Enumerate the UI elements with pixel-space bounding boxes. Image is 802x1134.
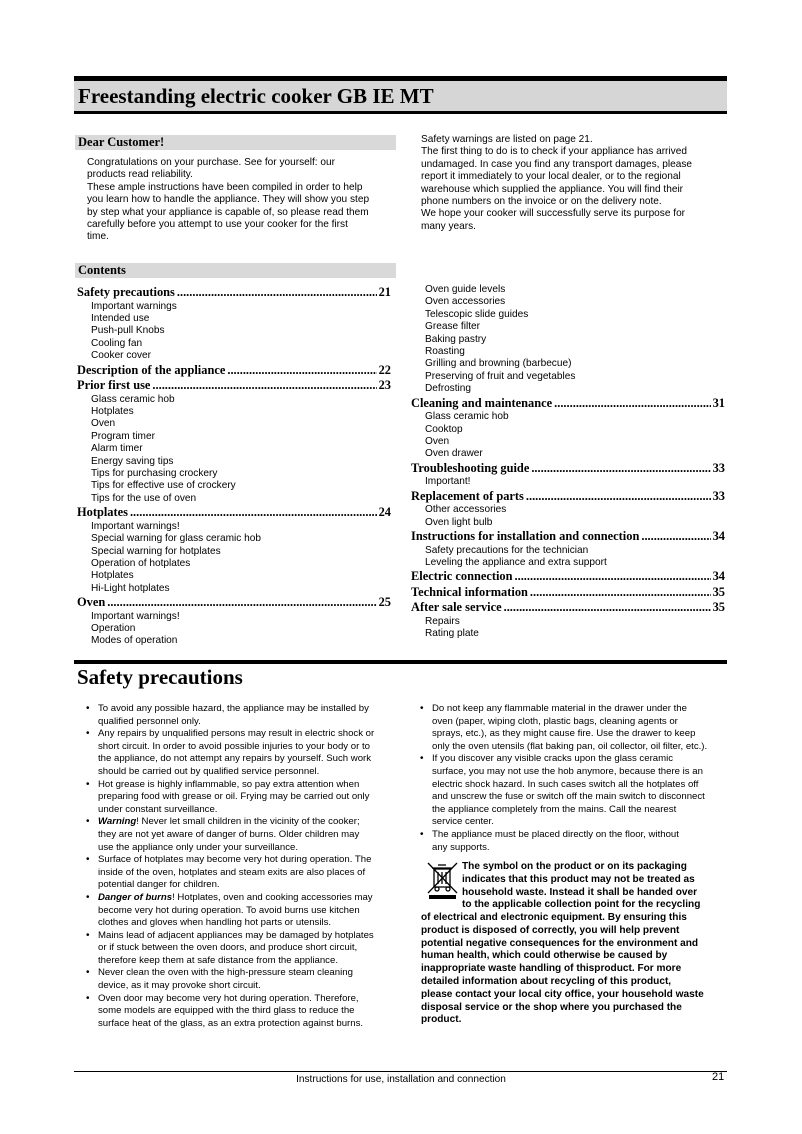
weee-line: human health, which could otherwise be caused by [421,950,668,962]
weee-line: household waste. Instead it shall be handed over [462,886,698,898]
bullet-line: electric shock hazard. In such cases switch all the hotplates off [432,778,699,790]
text-line: report it immediately to your local dealer, or to the regional [421,171,681,183]
bullet-line: surface, you may not use the hob anymore, because there is an [432,765,703,777]
toc-leader [515,569,711,585]
bullet-item [75,816,405,854]
text-line: These ample instructions have been compiled in order to help [87,181,363,193]
toc-subentry: Cooktop [425,423,463,435]
bullet-line: they are not yet aware of danger of burns. Older children may [98,828,360,840]
bullet-line: • Surface of hotplates may become very hot during operation. The [98,854,372,866]
bullet-lead-suffix: ! Never let small children in the vicinity of the cooker; [136,816,360,828]
bullet-line: • Oven door may become very hot during operation. Therefore, [98,992,359,1004]
bullet-line: become very hot during operation. To avoid burns use kitchen [98,904,360,916]
text-line: warehouse which supplied the appliance. You will find their [421,183,684,195]
bullet-line: • To avoid any possible hazard, the appliance may be installed by [98,703,369,714]
toc-subentry: Oven [91,418,116,430]
weee-notice [421,912,727,1027]
toc-subentry: Important warnings! [91,610,180,622]
toc-subentry: Telescopic slide guides [425,308,529,320]
toc-subentry: Oven drawer [425,448,483,460]
bullet-item [75,892,405,930]
toc-subentry: Hotplates [91,405,134,417]
toc-entry-label: Troubleshooting guide [411,460,530,475]
weee-line: indicates that this product may not be treated as [462,873,695,885]
bullet-line: should be carried out by qualified service personnel. [98,765,320,777]
toc-leader [531,461,710,477]
toc-entry [77,595,391,611]
bullet-line: • If you discover any visible cracks upon the glass ceramic [432,753,674,765]
toc-subentry: Leveling the appliance and extra support [425,556,607,568]
toc-subentry: Tips for purchasing crockery [91,467,218,479]
toc-entry [77,363,391,379]
toc-entry [411,529,725,545]
toc-entry-page: 25 [378,595,391,610]
toc-subentry: Preserving of fruit and vegetables [425,370,576,382]
toc-subentry: Modes of operation [91,635,178,647]
toc-entry [77,285,391,301]
toc-subentry: Oven guide levels [425,284,506,295]
toc-entry-label: Hotplates [77,505,128,520]
toc-subentry: Cooker cover [91,350,152,362]
toc-leader [227,363,376,379]
bullet-line: oven (paper, wiping cloth, plastic bags, cleaning agents or [432,715,678,727]
toc-subentry: Special warning for glass ceramic hob [91,533,261,545]
bullet-line: any supports. [432,841,490,853]
toc-entry-page: 34 [712,569,725,584]
toc-entry [411,600,725,616]
weee-line: product. [421,1014,462,1026]
toc-entry-page: 22 [378,362,391,377]
title-bar [74,81,727,114]
toc-subentry: Baking pastry [425,333,487,345]
page-number: 21 [712,1071,725,1083]
bullet-line: the appliance completely from the mains. Call the nearest [432,803,677,815]
weee-line: to the applicable collection point for the recycling [462,899,701,911]
bullet-line: clothes and gloves when handling hot parts or utensils. [98,917,332,929]
toc-subentry: Push-pull Knobs [91,325,165,337]
toc-entry [77,378,391,394]
toc-subentry: Tips for effective use of crockery [91,480,236,492]
bullet-item [75,854,405,892]
contents-left-column [77,285,391,648]
toc-leader [641,529,710,545]
toc-entry-page: 35 [712,600,725,615]
text-line: The first thing to do is to check if your appliance has arrived [421,146,687,158]
toc-entry [411,396,725,412]
footer-rule [74,1071,727,1072]
toc-entry-label: Technical information [411,584,528,599]
bullet-line: • Any repairs by unqualified persons may result in electric shock or [98,728,375,740]
toc-entry [411,489,725,505]
contents-right-column [411,284,725,641]
bullet-item [75,967,405,992]
weee-line: inappropriate waste handling of thisproduct. For more [421,963,682,975]
bullet-line: some models are equipped with the third glass to reduce the [98,1005,355,1017]
toc-subentry: Energy saving tips [91,455,174,467]
bullet-line: • Never clean the oven with the high-pressure steam cleaning [98,967,353,979]
bullet-first-line [98,892,405,905]
toc-entry-label: Replacement of parts [411,488,524,503]
bullet-line: • Mains lead of adjacent appliances may be damaged by hotplates [98,929,374,941]
toc-subentry: Cooling fan [91,337,143,349]
weee-line: potential negative consequences for the environment and [421,937,699,949]
bullet-item [75,993,405,1031]
toc-entry-page: 33 [712,460,725,475]
bullet-line: surface heat of the glass, as an extra protection against burns. [98,1017,364,1029]
weee-line: detailed information about recycling of this product, [421,975,672,987]
text-line: carefully before you attempt to use your cooker for the first [87,219,348,231]
toc-subentry: Operation [91,623,136,635]
toc-entry-page: 35 [712,584,725,599]
toc-subentry: Operation of hotplates [91,557,191,569]
toc-entry-page: 23 [378,378,391,393]
toc-subentry: Special warning for hotplates [91,545,221,557]
bullet-line: preparing food with grease or oil. Frying may be carried out only [98,791,370,803]
toc-subentry: Other accessories [425,504,507,516]
toc-entry-page: 24 [378,505,391,520]
text-line: undamaged. In case you find any transport damages, please [421,158,693,170]
bullet-item [409,703,739,753]
text-line: phone numbers on the invoice or on the delivery note. [421,196,662,208]
text-line: many years. [421,220,476,232]
toc-entry-label: Instructions for installation and connection [411,529,640,543]
safety-left-column [75,703,405,1030]
bullet-lead: Danger of burns [98,891,173,903]
text-line: time. [87,231,109,243]
toc-subentry: Grilling and browning (barbecue) [425,358,572,370]
bullet-line: • The appliance must be placed directly on the floor, without [432,828,679,840]
bullet-lead-suffix: ! Hotplates, oven and cooking accessories may [172,891,373,903]
toc-entry-label: Oven [77,595,106,610]
weee-line: product is disposed of correctly, you will help prevent [421,924,680,936]
toc-leader [152,378,376,394]
page-title: Freestanding electric cooker GB IE MT [78,84,434,108]
bullet-item [75,728,405,778]
toc-leader [526,489,711,505]
toc-entry-label: Cleaning and maintenance [411,395,553,410]
toc-entry [77,505,391,521]
weee-line: of electrical and electronic equipment. By ensuring this [421,912,687,923]
safety-right-column [409,703,739,854]
bullet-line: and unscrew the fuse or switch off the main switch to disconnect [432,791,705,803]
toc-subentry: Oven light bulb [425,516,493,528]
toc-subentry: Glass ceramic hob [91,393,175,405]
toc-entry-label: Description of the appliance [77,362,226,377]
text-line: you learn how to handle the appliance. They will show you step [87,194,370,206]
bullet-line: • Hot grease is highly inflammable, so pay extra attention when [98,778,360,790]
toc-leader [530,585,711,601]
toc-subentry: Intended use [91,312,150,324]
toc-entry-page: 34 [712,529,725,543]
bullet-line: the appliance, do not attempt any repairs by yourself. Such work [98,753,372,765]
toc-leader [130,505,377,521]
toc-leader [504,600,711,616]
bullet-item [75,930,405,968]
toc-entry-label: Prior first use [77,378,151,393]
text-line: Safety warnings are listed on page 21. [421,134,593,145]
text-line: by step what your appliance is capable of, so please read them [87,206,369,218]
toc-entry-label: Electric connection [411,569,513,584]
toc-entry-label: Safety precautions [77,285,175,299]
weee-line: disposal service or the shop where you purchased the [421,1001,682,1013]
toc-entry [411,569,725,585]
toc-entry-page: 21 [378,285,391,299]
text-line: We hope your cooker will successfully serve its purpose for [421,208,686,220]
toc-subentry: Safety precautions for the technician [425,544,589,556]
weee-notice-indented [462,861,727,912]
toc-leader [177,285,377,301]
bullet-line: only the oven utensils (flat baking pan, oil collector, oil filter, etc.). [432,740,708,752]
toc-subentry: Tips for the use of oven [91,492,197,504]
bullet-first-line [98,816,405,829]
bullet-item [75,703,405,728]
weee-line: please contact your local city office, your household waste [421,988,704,1000]
safety-heading: Safety precautions [77,665,243,689]
contents-heading: Contents [75,263,396,278]
bullet-line: potential danger for children. [98,879,220,891]
bullet-line: sprays, etc.), as they might cause fire. Use the drawer to keep [432,728,696,740]
bullet-item [409,829,739,854]
toc-entry-label: After sale service [411,600,502,615]
bullet-item [409,753,739,829]
toc-subentry: Rating plate [425,628,479,640]
bullet-line: short circuit. In order to avoid possible injuries to your body or to [98,740,370,752]
bullet-line: device, as it may provoke short circuit. [98,980,261,992]
bullet-line: service center. [432,816,494,828]
toc-subentry: Defrosting [425,383,472,395]
dear-customer-right-text [421,134,726,233]
bullet-line: qualified personnel only. [98,715,201,727]
dear-customer-left-text [87,157,397,244]
toc-entry [411,585,725,601]
bullet-line: use the appliance only under your surveillance. [98,841,298,853]
bullet-line: therefore keep them at safe distance from the appliance. [98,954,338,966]
weee-line: The symbol on the product or on its packaging [462,861,687,872]
toc-subentry: Program timer [91,430,155,442]
bullet-line: or if stuck between the oven doors, and produce short circuit, [98,942,358,954]
bullet-line: under constant surveillance. [98,803,218,815]
text-line: Congratulations on your purchase. See for yourself: our [87,157,335,168]
toc-subentry: Glass ceramic hob [425,411,509,423]
toc-subentry: Important warnings! [91,520,180,532]
section-rule [74,660,727,664]
footer-text: Instructions for use, installation and connection [296,1074,506,1085]
toc-subentry: Important warnings [91,300,177,312]
toc-subentry: Grease filter [425,321,480,333]
toc-subentry: Hotplates [91,570,134,582]
toc-subentry: Oven [425,435,450,447]
toc-leader [107,595,376,611]
bullet-line: inside of the oven, hotplates and steam exits are also places of [98,866,366,878]
bullet-item [75,779,405,817]
toc-subentry: Oven accessories [425,296,506,308]
bullet-lead: Warning [98,816,137,828]
toc-subentry: Repairs [425,615,460,627]
crossed-out-wheelie-bin-icon [425,860,461,900]
toc-subentry: Alarm timer [91,443,143,455]
toc-subentry: Roasting [425,346,465,358]
toc-leader [554,396,710,412]
dear-customer-heading: Dear Customer! [75,135,396,150]
toc-entry-page: 33 [712,488,725,503]
toc-subentry: Hi-Light hotplates [91,582,170,594]
bullet-line: • Do not keep any flammable material in the drawer under the [432,703,687,714]
toc-subentry: Important! [425,476,471,488]
text-line: products read reliability. [87,169,193,181]
toc-entry-page: 31 [712,395,725,410]
toc-entry [411,461,725,477]
